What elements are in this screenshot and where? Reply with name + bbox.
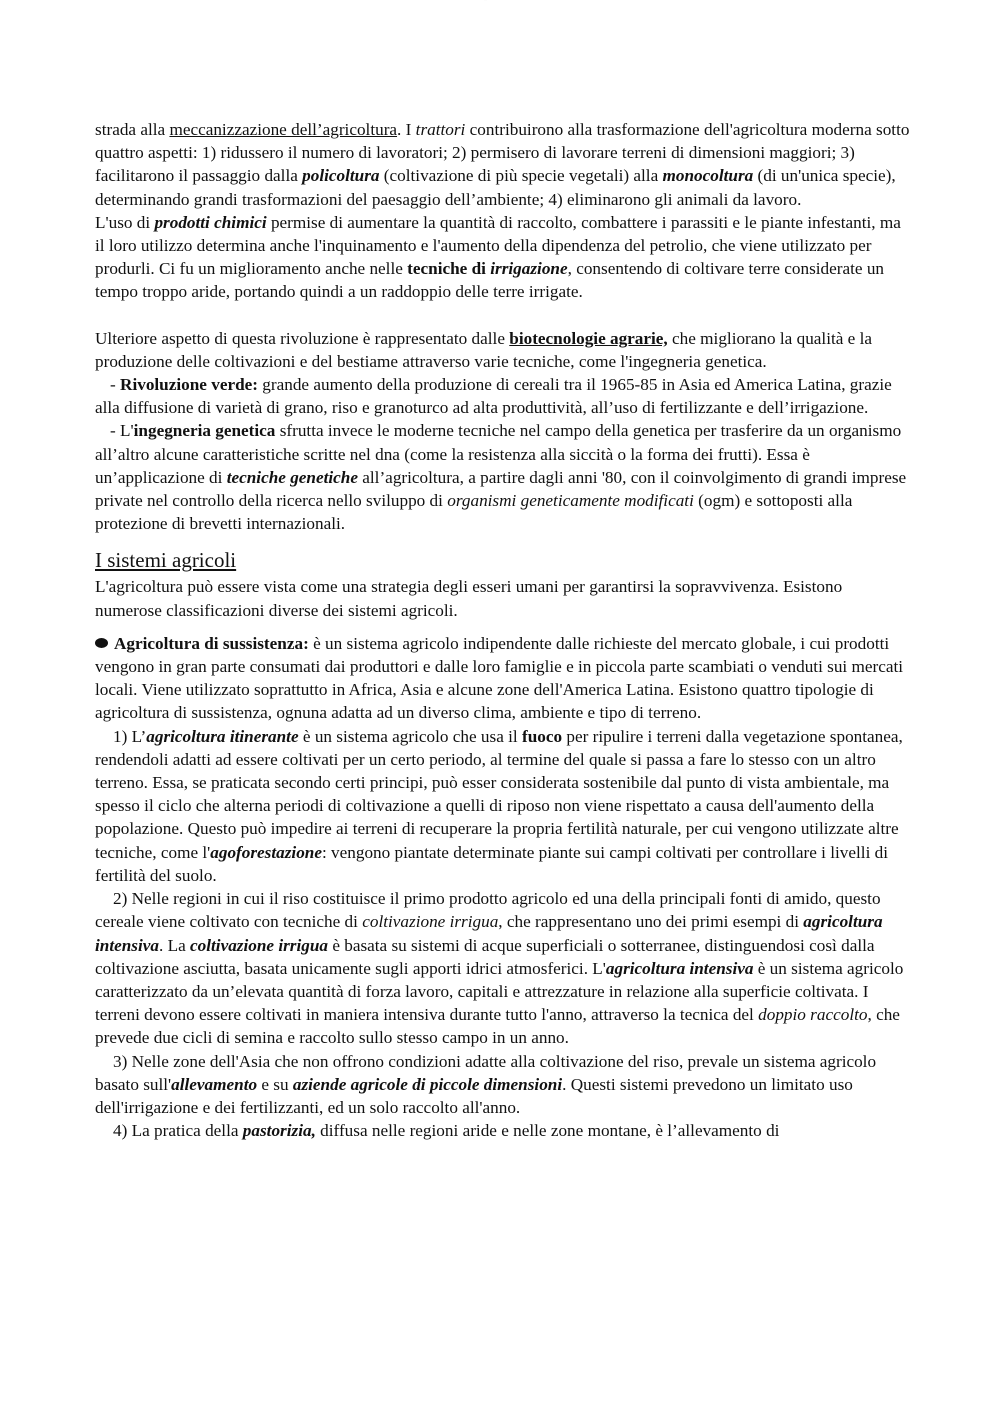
bold-term: ingegneria genetica [133, 421, 276, 441]
text: contribuirono alla trasformazione dell'agricoltura moderna sotto quattro aspetti: 1) ridussero il numero di lavoratori; 2) permisero di lavorare terreni di dimensioni maggiori; 3) facilitarono il passaggio dalla [95, 120, 910, 186]
paragraph-gap [95, 304, 910, 327]
document-page [95, 118, 910, 1142]
text: e su [257, 1074, 293, 1094]
text: , consentendo di coltivare terre considerate un tempo troppo aride, portando quindi a un raddoppio delle terre irrigate. [95, 259, 885, 302]
text: ' [130, 421, 134, 441]
italic-term: coltivazione irrigua [362, 912, 499, 932]
italic-term: organismi geneticamente modificati [447, 491, 694, 511]
text: grande aumento della produzione di cereali tra il 1965-85 in Asia ed America Latina, grazie alla diffusione di varietà di grano, riso e granoturco ad alta produttività, all’uso di fertilizzante e dell’irrigazione. [95, 375, 892, 418]
text: 4) La pratica della [113, 1121, 243, 1141]
text: (coltivazione di più specie vegetali) alla [379, 166, 663, 186]
text: è un sistema agricolo che usa il [298, 726, 522, 746]
text: . I [397, 120, 416, 139]
text: diffusa nelle regioni aride e nelle zone montane, è l’allevamento di [315, 1121, 780, 1141]
paragraph-sistemi-intro: L'agricoltura può essere vista come una strategia degli esseri umani per garantirsi la sopravvivenza. Esistono numerose classificazioni diverse dei sistemi agricoli. [95, 577, 843, 620]
underlined-term: meccanizzazione dell’agricoltura [169, 120, 398, 139]
text: è un sistema agricolo indipendente dalle richieste del mercato globale, i cui prodotti vengono in gran parte consumati dai produttori e dalle loro famiglie e in piccola parte scambiati o venduti sui mercati locali. Viene utilizzato soprattutto in Africa, Asia e alcune zone dell'America Latina. Esistono quattro tipologie di agricoltura di sussistenza, ognuna adatta ad un diverso clima, ambiente e tipo di terreno. [95, 633, 904, 723]
text: sfrutta invece le moderne tecniche nel campo della genetica per trasferire da un organismo all’altro alcune caratteristiche scritte nel dna (come la resistenza alla siccità o la forma dei frutti). Essa è un’applicazione di [95, 421, 902, 487]
text: (ogm) e sottoposti alla protezione di brevetti internazionali. [95, 491, 853, 534]
dash-marker: - [110, 375, 121, 395]
text: , che rappresentano uno dei primi esempi di [498, 912, 804, 932]
paragraph-riso [95, 887, 910, 1049]
bold-italic-term: irrigazione [490, 259, 568, 279]
paragraph-rivoluzione-verde [95, 373, 910, 419]
italic-term: trattori [415, 120, 466, 139]
bold-term: Rivoluzione verde: [120, 375, 258, 395]
text: permise di aumentare la quantità di raccolto, combattere i parassiti e le piante infestanti, ma il loro utilizzo determina anche l'inquinamento e l'aumento della dipendenza del petrolio, che viene utilizzato per produrli. Ci fu un miglioramento anche nelle [95, 212, 901, 279]
bold-underlined-term: biotecnologie agrarie, [509, 328, 668, 348]
text: per ripulire i terreni dalla vegetazione spontanea, rendendoli adatti ad essere coltivati per un certo periodo, al termine del quale si passa a fare lo stesso con un altro terreno. Essa, se praticata secondo certi principi, può esser considerata sostenibile dal punto di vista ambientale, ma spesso il ciclo che alterna periodi di coltivazione a quelli di riposo non viene rispettato a causa dell'aumento della popolazione. Questo può impedire ai terreni di recuperare la propria fertilità naturale, per cui vengono utilizzate altre tecniche, come l' [95, 726, 903, 862]
paragraph-itinerante [95, 725, 910, 887]
bold-italic-term: coltivazione irrigua [190, 935, 329, 955]
text: 2) Nelle regioni in cui il riso costituisce il primo prodotto agricolo ed una della principali fonti di amido, questo cereale viene coltivato con tecniche di [95, 889, 881, 932]
text: che migliorano la qualità e la produzione delle coltivazioni e del bestiame attraverso varie tecniche, come l'ingegneria genetica. [95, 328, 872, 371]
text: . Questi sistemi prevedono un limitato uso dell'irrigazione e dei fertilizzanti, ed un solo raccolto all'anno. [95, 1074, 853, 1117]
bold-term: tecniche di [407, 259, 486, 279]
paragraph-ingegneria-genetica [95, 419, 910, 535]
page-header-mark: · · · [484, 0, 488, 2]
text: (di un'unica specie), determinando grandi trasformazioni del paesaggio dell’ambiente; 4) eliminarono gli animali da lavoro. [95, 166, 896, 209]
bold-italic-term: allevamento [171, 1074, 258, 1094]
paragraph-sussistenza [95, 632, 910, 725]
text: : vengono piantate determinate piante sui campi coltivati per controllare i livelli di fertilità del suolo. [95, 842, 889, 885]
text: strada alla [95, 120, 170, 139]
bold-italic-term: agricoltura intensiva [95, 912, 883, 955]
text: è un sistema agricolo caratterizzato da un’elevata quantità di forza lavoro, capitali e attrezzature in relazione alla superficie coltivata. I terreni devono essere coltivati in maniera intensiva durante tutto l'anno, attraverso la tecnica del [95, 958, 904, 1025]
bold-italic-term: pastorizia, [242, 1121, 316, 1141]
paragraph-meccanizzazione [95, 118, 910, 211]
bold-italic-term: agricoltura itinerante [146, 726, 299, 746]
paragraph-prodotti-chimici [95, 211, 910, 304]
text: 1) L’ [113, 726, 147, 746]
paragraph-biotecnologie [95, 327, 910, 373]
text: L'uso di [95, 212, 155, 232]
bold-term: fuoco [521, 726, 563, 746]
paragraph-allevamento [95, 1050, 910, 1120]
bold-italic-term: policoltura [302, 166, 380, 186]
paragraph-pastorizia [95, 1119, 910, 1142]
bold-term: Agricoltura di sussistenza: [114, 633, 309, 653]
text: è basata su sistemi di acque superficiali o sotterranee, distinguendosi così dalla coltivazione asciutta, basata unicamente sugli apporti idrici atmosferici. L' [95, 935, 875, 978]
text: . La [158, 935, 191, 955]
bold-italic-term: tecniche genetiche [226, 467, 358, 487]
bold-italic-term: prodotti chimici [154, 212, 267, 232]
bold-italic-term: agoforestazione [210, 842, 322, 862]
text: , che prevede due cicli di semina e raccolto sullo stesso campo in un anno. [95, 1005, 900, 1048]
section-title: I sistemi agricoli [95, 548, 237, 573]
bold-italic-term: agricoltura intensiva [605, 958, 754, 978]
text: Ulteriore aspetto di questa rivoluzione è rappresentato dalle [95, 328, 510, 348]
italic-term: doppio raccolto [758, 1005, 868, 1025]
bold-italic-term: monocoltura [662, 166, 754, 186]
text: 3) Nelle zone dell'Asia che non offrono condizioni adatte alla coltivazione del riso, prevale un sistema agricolo basato sull' [95, 1051, 877, 1094]
bold-italic-term: aziende agricole di piccole dimensioni [292, 1074, 563, 1094]
bullet-icon [95, 638, 108, 648]
dash-marker: - L [110, 421, 131, 441]
text: all’agricoltura, a partire dagli anni '80, con il coinvolgimento di grandi imprese private nel controllo della ricerca nello sviluppo di [95, 467, 907, 511]
